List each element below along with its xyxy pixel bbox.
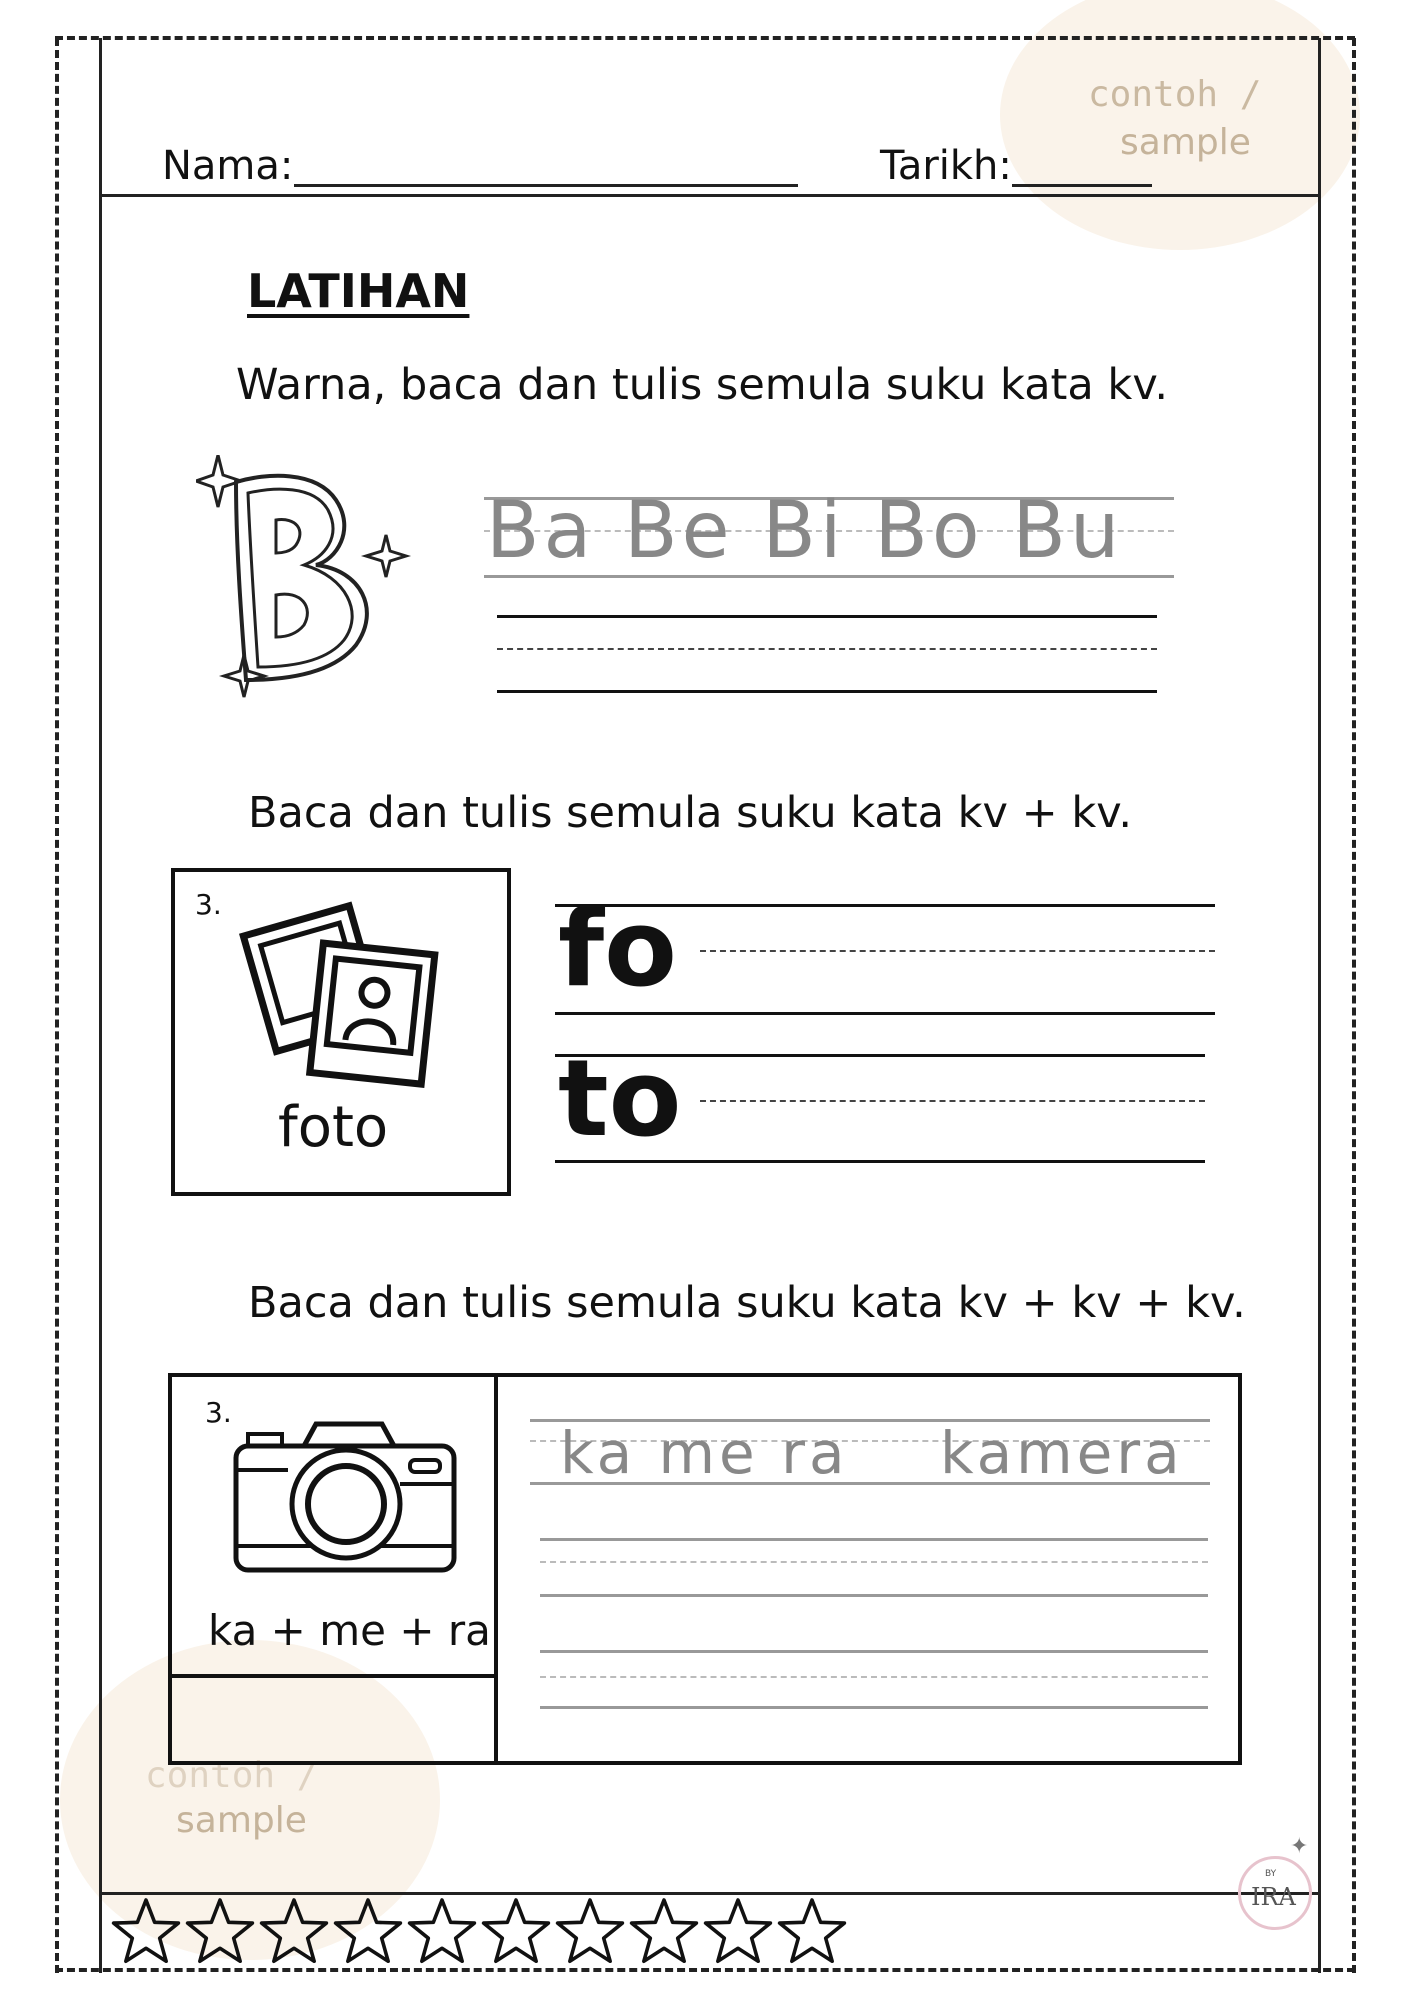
- rating-star-icon[interactable]: [184, 1896, 256, 1966]
- guide-line-mid: [700, 1100, 1205, 1102]
- rating-stars: [110, 1896, 848, 1966]
- frame-right: [1318, 38, 1321, 1973]
- logo: [1238, 1856, 1312, 1930]
- writing-line-dashed: [497, 648, 1157, 650]
- letter-b-coloring-icon: [196, 455, 426, 705]
- instruction-1: Warna, baca dan tulis semula suku kata kv.: [236, 360, 1169, 410]
- guide-line-base: [555, 1160, 1205, 1163]
- writing-line[interactable]: [540, 1650, 1208, 1653]
- guide-line-base: [555, 1012, 1215, 1015]
- writing-line[interactable]: [540, 1706, 1208, 1709]
- syllable-fo: fo: [558, 887, 677, 1010]
- syllable-breakdown: ka + me + ra: [208, 1606, 491, 1655]
- writing-line[interactable]: [497, 615, 1157, 618]
- name-field[interactable]: [294, 184, 798, 187]
- rating-star-icon[interactable]: [406, 1896, 478, 1966]
- logo-top-text: BY: [1265, 1869, 1277, 1879]
- watermark-text: sample: [1120, 122, 1251, 163]
- trace-word-kamera: kamera: [940, 1419, 1184, 1487]
- trace-syllables-kamera: ka me ra: [560, 1419, 849, 1487]
- watermark-text: sample: [176, 1800, 307, 1841]
- rating-star-icon[interactable]: [258, 1896, 330, 1966]
- trace-syllables-b: Ba Be Bi Bo Bu: [486, 486, 1124, 576]
- writing-line[interactable]: [497, 690, 1157, 693]
- writing-line[interactable]: [540, 1538, 1208, 1541]
- camera-icon: [232, 1418, 460, 1578]
- photos-icon: [236, 896, 446, 1096]
- footer-divider: [99, 1892, 1321, 1895]
- frame-left-dashed: [55, 38, 59, 1973]
- rating-star-icon[interactable]: [776, 1896, 848, 1966]
- logo-text: IRA: [1251, 1883, 1296, 1911]
- rating-star-icon[interactable]: [628, 1896, 700, 1966]
- frame-bottom-dashed: [55, 1968, 1355, 1972]
- rating-star-icon[interactable]: [110, 1896, 182, 1966]
- item-number: 3.: [205, 1396, 232, 1429]
- sparkle-icon: ✦: [1290, 1834, 1309, 1859]
- date-label: Tarikh:: [880, 143, 1012, 189]
- rating-star-icon[interactable]: [702, 1896, 774, 1966]
- card-divider: [168, 1674, 498, 1678]
- worksheet-title: LATIHAN: [247, 264, 470, 318]
- guide-line-mid: [700, 950, 1215, 952]
- watermark-text: contoh /: [1088, 74, 1262, 115]
- picture-word: foto: [278, 1095, 389, 1160]
- writing-line-dashed: [540, 1676, 1208, 1678]
- header-divider: [99, 194, 1321, 197]
- item-number: 3.: [195, 888, 222, 921]
- rating-star-icon[interactable]: [332, 1896, 404, 1966]
- card-divider: [494, 1373, 498, 1765]
- rating-star-icon[interactable]: [480, 1896, 552, 1966]
- watermark-text: contoh /: [145, 1755, 319, 1796]
- instruction-2: Baca dan tulis semula suku kata kv + kv.: [248, 788, 1133, 838]
- date-field[interactable]: [1012, 184, 1152, 187]
- frame-left: [99, 38, 102, 1973]
- name-label: Nama:: [162, 143, 294, 189]
- syllable-to: to: [558, 1037, 682, 1160]
- frame-right-dashed: [1352, 38, 1356, 1973]
- writing-line[interactable]: [540, 1594, 1208, 1597]
- writing-line-dashed: [540, 1561, 1208, 1563]
- frame-top-dashed: [55, 36, 1355, 40]
- rating-star-icon[interactable]: [554, 1896, 626, 1966]
- instruction-3: Baca dan tulis semula suku kata kv + kv + kv.: [248, 1278, 1246, 1328]
